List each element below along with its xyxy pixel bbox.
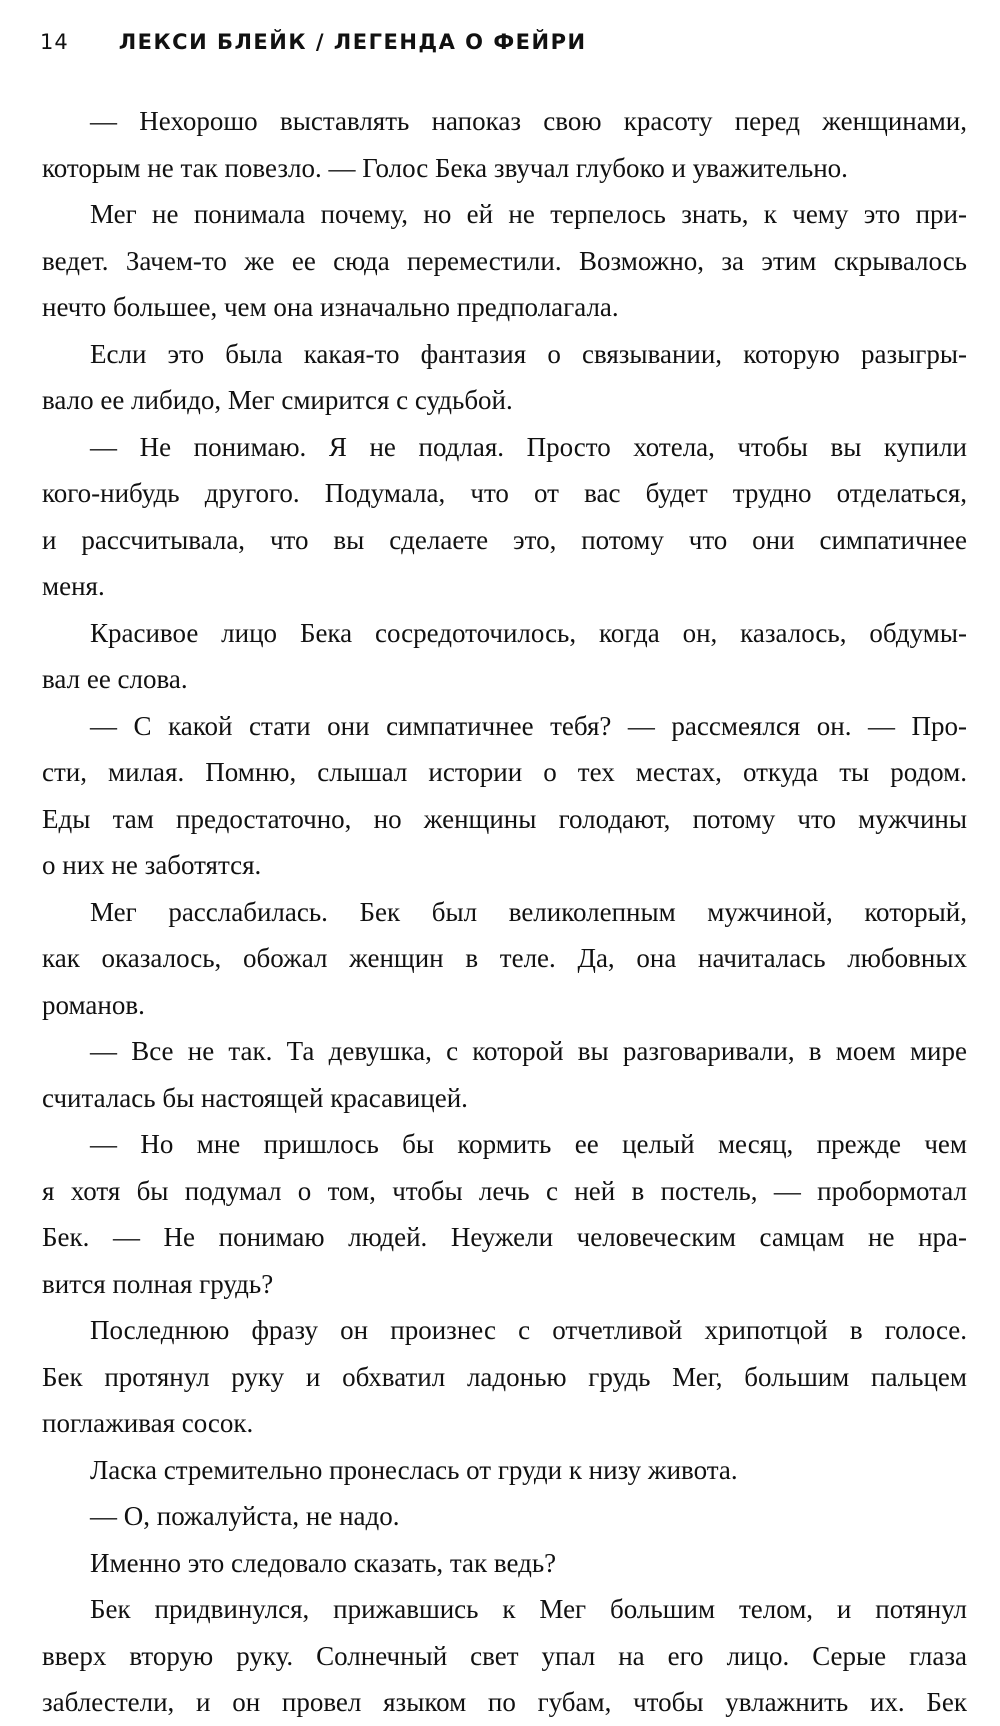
text-line: и рассчитывала, что вы сделаете это, потому что они симпатичнее [42, 524, 967, 555]
text-line: ведет. Зачем-то же ее сюда переместили. Возможно, за этим скрывалось [42, 245, 967, 276]
text-line: нечто большее, чем она изначально предполагала. [42, 292, 619, 322]
text-line: — Но мне пришлось бы кормить ее целый месяц, прежде чем [90, 1129, 967, 1159]
text-line: заблестели, и он провел языком по губам, чтобы увлажнить их. Бек [42, 1687, 967, 1717]
text-line: — Не понимаю. Я не подлая. Просто хотела, чтобы вы купили [90, 431, 967, 462]
text-line: вверх вторую руку. Солнечный свет упал на его лицо. Серые глаза [42, 1640, 967, 1671]
text-line: о них не заботятся. [42, 850, 262, 880]
text-line: — С какой стати они симпатичнее тебя? — рассмеялся он. — Про- [90, 710, 967, 741]
text-line: — Нехорошо выставлять напоказ свою красоту перед женщинами, [90, 106, 967, 136]
page-number: 14 [40, 30, 69, 54]
body-text [42, 98, 967, 1726]
text-line: кого-нибудь другого. Подумала, что от вас будет трудно отделаться, [42, 478, 967, 508]
text-line: Ласка стремительно пронеслась от груди к низу живота. [90, 1454, 738, 1485]
text-line: которым не так повезло. — Голос Бека звучал глубоко и уважительно. [42, 152, 848, 183]
text-line: меня. [42, 571, 105, 601]
text-line: романов. [42, 989, 145, 1020]
text-line: — О, пожалуйста, не надо. [90, 1501, 400, 1531]
text-line: сти, милая. Помню, слышал истории о тех местах, откуда ты родом. [42, 757, 967, 787]
text-line: Последнюю фразу он произнес с отчетливой хрипотцой в голосе. [90, 1315, 967, 1345]
text-line: — Все не так. Та девушка, с которой вы разговаривали, в моем мире [90, 1036, 967, 1066]
text-line: Именно это следовало сказать, так ведь? [90, 1547, 557, 1578]
running-header [40, 30, 587, 64]
text-line: Красивое лицо Бека сосредоточилось, когда он, казалось, обдумы- [90, 617, 967, 648]
text-line: Бек протянул руку и обхватил ладонью грудь Мег, большим пальцем [42, 1361, 967, 1392]
text-line: Бек. — Не понимаю людей. Неужели человеческим самцам не нра- [42, 1222, 967, 1252]
text-line: вало ее либидо, Мег смирится с судьбой. [42, 385, 513, 415]
text-line: я хотя бы подумал о том, чтобы лечь с ней в постель, — пробормотал [42, 1175, 967, 1206]
text-line: считалась бы настоящей красавицей. [42, 1082, 468, 1113]
text-line: Мег расслабилась. Бек был великолепным мужчиной, который, [90, 896, 967, 927]
text-line: вится полная грудь? [42, 1268, 274, 1299]
text-line: вал ее слова. [42, 664, 188, 694]
text-line: поглаживая сосок. [42, 1408, 254, 1438]
text-line: Мег не понимала почему, но ей не терпелось знать, к чему это при- [90, 199, 967, 229]
text-line: как оказалось, обожал женщин в теле. Да, она начиталась любовных [42, 943, 967, 973]
running-header-title: ЛЕКСИ БЛЕЙК / ЛЕГЕНДА О ФЕЙРИ [118, 30, 587, 54]
text-line: Если это была какая-то фантазия о связывании, которую разыгры- [90, 338, 967, 369]
text-line: Бек придвинулся, прижавшись к Мег большим телом, и потянул [90, 1594, 967, 1624]
text-line: Еды там предостаточно, но женщины голодают, потому что мужчины [42, 803, 967, 834]
